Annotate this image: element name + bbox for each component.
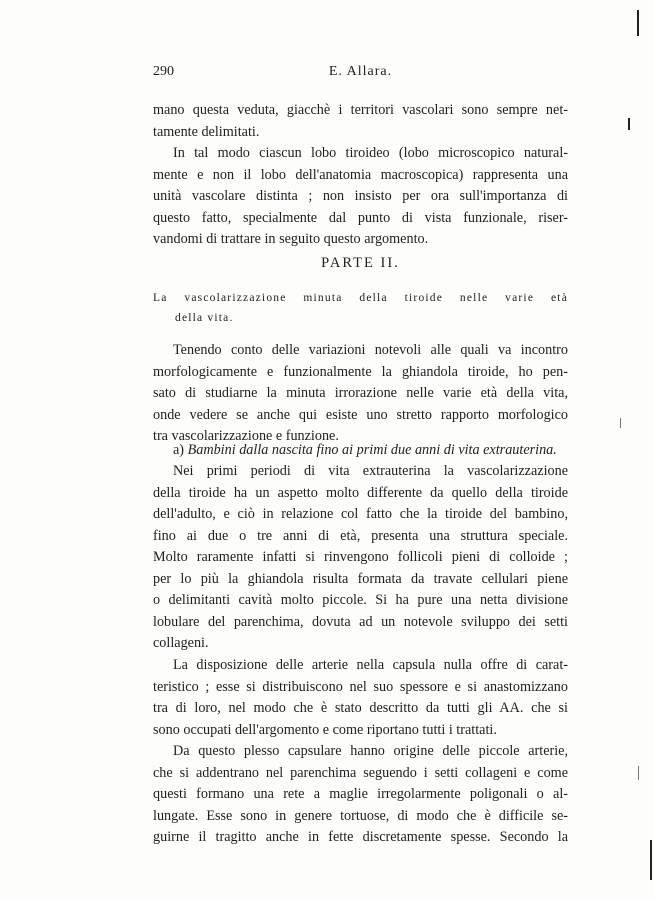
section-title-line: della vita. <box>175 312 234 324</box>
paragraph-lobo-tiroideo <box>153 143 568 251</box>
subsection-heading <box>153 440 568 462</box>
section-title <box>153 288 568 328</box>
text-line: Molto raramente infatti si rinvengono follicoli pieni di colloide ; <box>153 549 568 565</box>
text-line: lobulare del parenchima, dovuta ad un notevole sviluppo dei setti <box>153 613 568 630</box>
scan-edge-mark <box>637 10 639 36</box>
text-line: guirne il tragitto anche in fette discretamente spesse. Secondo la <box>153 829 568 845</box>
text-line: unità vascolare distinta ; non insisto per ora sull'importanza di <box>153 188 568 204</box>
text-line: Nei primi periodi di vita extrauterina la vascolarizzazione <box>173 463 568 479</box>
text-line: teristico ; esse si distribuiscono nel suo spessore e si anastomizzano <box>153 678 568 695</box>
text-line: In tal modo ciascun lobo tiroideo (lobo microscopico natural- <box>173 145 568 161</box>
scan-edge-mark <box>620 418 621 428</box>
subsection-label: a) <box>173 442 185 458</box>
text-line: dell'adulto, e ciò in relazione col fatto che la tiroide del bambino, <box>153 506 568 522</box>
text-line: o delimitanti cavità molto piccole. Si ha pure una netta divisione <box>153 592 568 608</box>
page-header <box>153 64 568 84</box>
subsection-title: Bambini dalla nascita fino ai primi due anni di vita extrauterina. <box>187 442 557 458</box>
paragraph-arterie-capsula <box>153 655 568 741</box>
text-line: per lo più la ghiandola risulta formata da travate cellulari piene <box>153 570 568 587</box>
text-line: morfologicamente e funzionalmente la ghiandola tiroide, ho pen- <box>153 363 568 380</box>
paragraph-plesso-capsulare <box>153 741 568 849</box>
text-line: tra vascolarizzazione e funzione. <box>153 428 339 444</box>
scan-edge-mark <box>650 840 652 880</box>
text-line: Tenendo conto delle variazioni notevoli alle quali va incontro <box>173 342 568 358</box>
text-line: mente e non il lobo dell'anatomia macroscopica) rappresenta una <box>153 166 568 183</box>
text-line: sato di studiarne la minuta irrorazione nelle varie età della vita, <box>153 385 568 401</box>
text-line: della tiroide ha un aspetto molto differente da quello della tiroide <box>153 484 568 501</box>
paragraph-primi-periodi <box>153 461 568 655</box>
text-line: lungate. Esse sono in genere tortuose, di modo che è difficile se- <box>153 807 568 824</box>
text-line: vandomi di trattare in seguito questo argomento. <box>153 231 429 247</box>
scan-edge-mark <box>638 766 639 780</box>
text-line: onde vedere se anche qui esiste uno stretto rapporto morfologico <box>153 406 568 423</box>
part-title: PARTE II. <box>321 255 400 271</box>
text-line: tamente delimitati. <box>153 123 260 140</box>
text-line: sono occupati dell'argomento e come riportano tutti i trattati. <box>153 721 497 738</box>
paragraph-introduction <box>153 340 568 448</box>
text-line: collageni. <box>153 635 209 651</box>
page-number: 290 <box>153 64 174 79</box>
paragraph-continuation <box>153 100 568 143</box>
text-line: tra di loro, nel modo che è stato descritto da tutti gli AA. che si <box>153 700 568 716</box>
text-line: mano questa veduta, giacchè i territori vascolari sono sempre net- <box>153 102 568 118</box>
text-line: che si addentrano nel parenchima seguendo i setti collageni e come <box>153 764 568 781</box>
section-title-line: La vascolarizzazione minuta della tiroide nelle varie età <box>153 292 568 304</box>
text-line: La disposizione delle arterie nella capsula nulla offre di carat- <box>173 657 568 673</box>
running-title: E. Allara. <box>328 64 393 79</box>
scan-edge-mark <box>628 118 630 130</box>
text-line: questo fatto, specialmente dal punto di vista funzionale, riser- <box>153 209 568 226</box>
text-line: questi formano una rete a maglie irregolarmente poligonali o al- <box>153 786 568 802</box>
text-line: Da questo plesso capsulare hanno origine delle piccole arterie, <box>173 743 568 759</box>
text-line: fino ai due o tre anni di età, presenta una struttura speciale. <box>153 527 568 544</box>
